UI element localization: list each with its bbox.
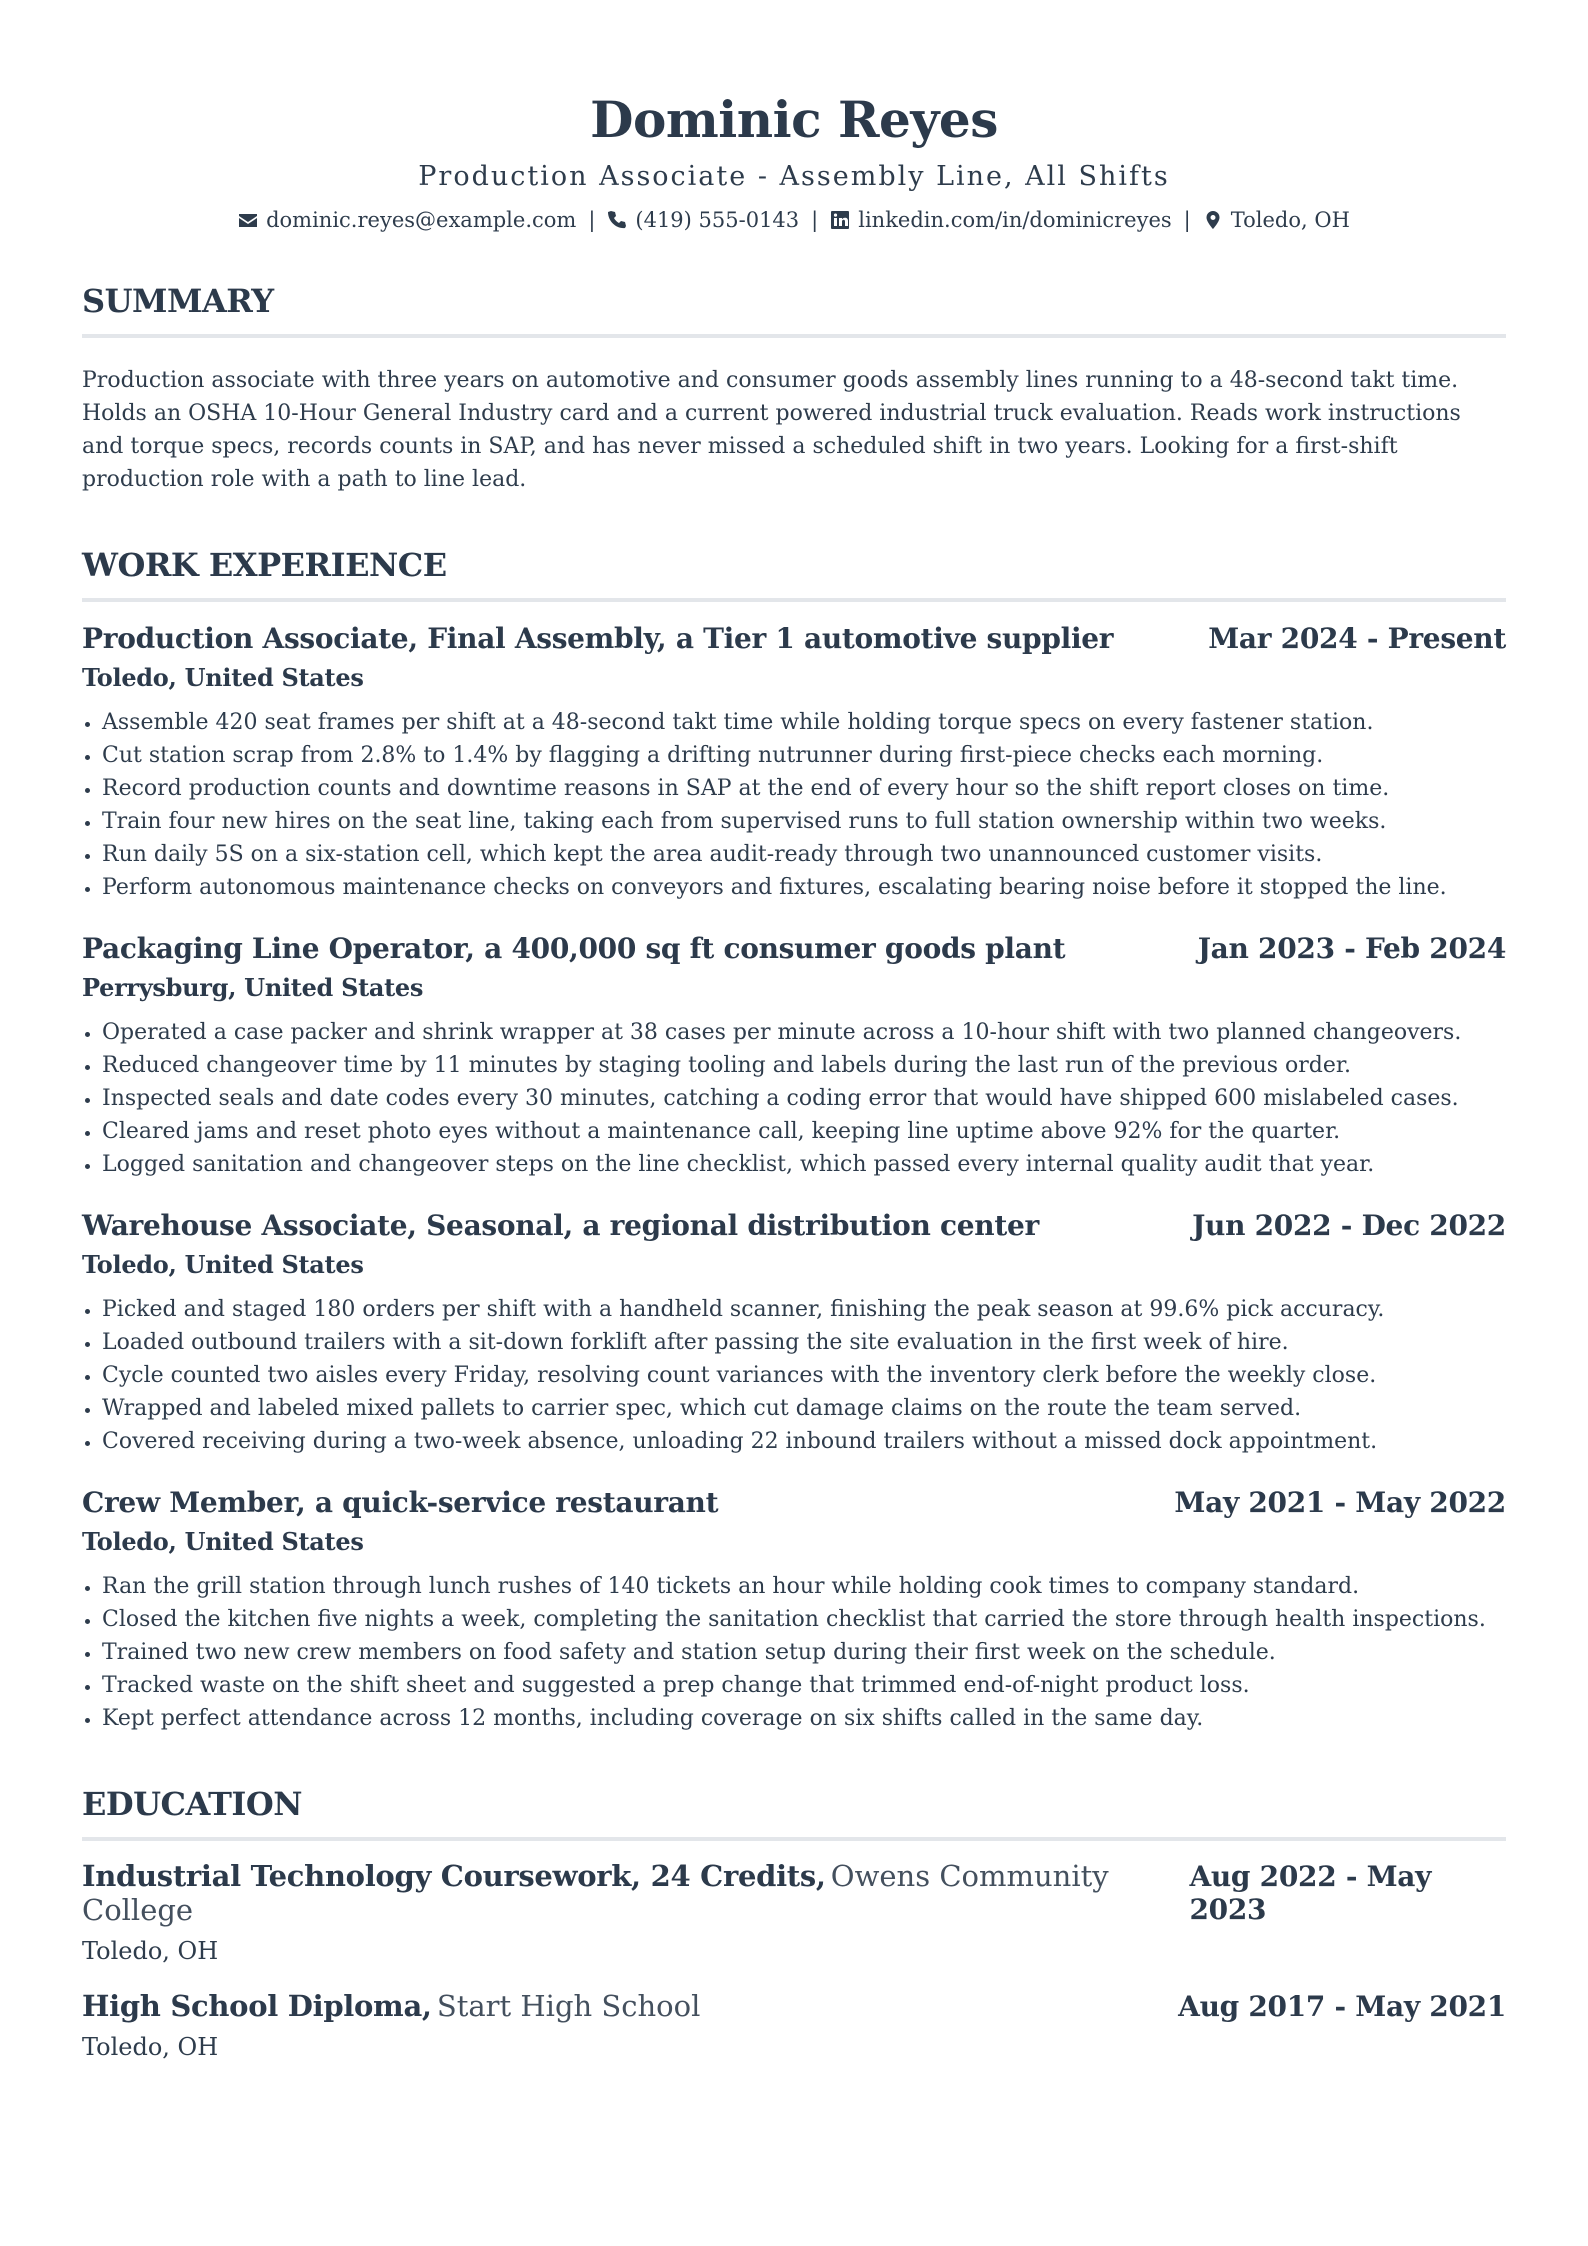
job-title: Crew Member, a quick-service restaurant <box>82 1486 719 1519</box>
job-bullet: • Picked and staged 180 orders per shift with a handheld scanner, finishing the peak season at 99.6% pick accuracy. <box>102 1293 1506 1326</box>
job-date: Jan 2023 - Feb 2024 <box>1197 932 1506 965</box>
education-list <box>82 1859 1506 2061</box>
summary-text: Production associate with three years on automotive and consumer goods assembly lines running to a 48-second takt time. Holds an OSHA 10-Hour General Industry card and a current powered industrial truck evaluation. Reads work instructions and torque specs, records counts in SAP, and has never missed a scheduled shift in two years. Looking for a first-shift production role with a path to line lead. <box>82 368 1461 492</box>
candidate-headline: Production Associate - Assembly Line, All Shifts <box>418 161 1170 192</box>
job-header <box>82 622 1506 655</box>
job-bullet: • Record production counts and downtime reasons in SAP at the end of every hour so the shift report closes on time. <box>102 772 1506 805</box>
job-bullets <box>82 706 1506 904</box>
job-list <box>82 622 1506 1735</box>
education-location: Toledo, OH <box>82 2033 219 2061</box>
job-bullet: • Perform autonomous maintenance checks on conveyors and fixtures, escalating bearing noise before it stopped the line. <box>102 871 1506 904</box>
job-bullet: • Run daily 5S on a six-station cell, which kept the area audit-ready through two unannounced customer visits. <box>102 838 1506 871</box>
education-location: Toledo, OH <box>82 1937 219 1965</box>
job-header <box>82 1209 1506 1242</box>
education-degree: High School Diploma, <box>82 1989 432 2023</box>
section-divider <box>82 334 1506 338</box>
job-bullet: • Logged sanitation and changeover steps on the line checklist, which passed every internal quality audit that year. <box>102 1148 1506 1181</box>
job-date: May 2021 - May 2022 <box>1174 1486 1506 1519</box>
section-title: WORK EXPERIENCE <box>82 546 447 584</box>
contact-separator: | <box>811 208 819 232</box>
section-title: SUMMARY <box>82 282 274 320</box>
job-bullet: • Tracked waste on the shift sheet and suggested a prep change that trimmed end-of-night product loss. <box>102 1669 1506 1702</box>
education-section <box>82 1785 1506 2061</box>
job-bullet: • Kept perfect attendance across 12 months, including coverage on six shifts called in the same day. <box>102 1702 1506 1735</box>
job-bullet: • Assemble 420 seat frames per shift at a 48-second takt time while holding torque specs on every fastener station. <box>102 706 1506 739</box>
job-bullet: • Cleared jams and reset photo eyes without a maintenance call, keeping line uptime above 92% for the quarter. <box>102 1115 1506 1148</box>
job-header <box>82 932 1506 965</box>
linkedin-icon <box>830 210 850 230</box>
education-school: Owens Community College <box>82 1859 1109 1927</box>
candidate-name: Dominic Reyes <box>590 90 998 149</box>
section-divider <box>82 598 1506 602</box>
map-pin-icon <box>1203 210 1223 230</box>
job-bullet: • Inspected seals and date codes every 30 minutes, catching a coding error that would have shipped 600 mislabeled cases. <box>102 1082 1506 1115</box>
resume-header <box>82 92 1506 232</box>
envelope-icon <box>238 210 258 230</box>
job-header <box>82 1486 1506 1519</box>
education-degree: Industrial Technology Coursework, 24 Credits, <box>82 1859 826 1893</box>
education-entry <box>82 1859 1506 1965</box>
contact-location <box>1203 208 1350 232</box>
email-text: dominic.reyes@example.com <box>266 208 577 232</box>
experience-section <box>82 546 1506 1735</box>
job-bullet: • Cycle counted two aisles every Friday, resolving count variances with the inventory clerk before the weekly close. <box>102 1359 1506 1392</box>
job-entry <box>82 622 1506 904</box>
section-divider <box>82 1837 1506 1841</box>
job-entry <box>82 1486 1506 1735</box>
job-title: Warehouse Associate, Seasonal, a regional distribution center <box>82 1209 1039 1242</box>
phone-icon <box>607 210 627 230</box>
job-bullet: • Wrapped and labeled mixed pallets to carrier spec, which cut damage claims on the route the team served. <box>102 1392 1506 1425</box>
summary-section <box>82 282 1506 496</box>
job-title: Production Associate, Final Assembly, a Tier 1 automotive supplier <box>82 622 1114 655</box>
job-bullet: • Loaded outbound trailers with a sit-down forklift after passing the site evaluation in the first week of hire. <box>102 1326 1506 1359</box>
job-date: Jun 2022 - Dec 2022 <box>1192 1209 1506 1242</box>
job-location: Toledo, United States <box>82 663 364 692</box>
contact-line <box>82 208 1506 232</box>
job-bullet: • Train four new hires on the seat line, taking each from supervised runs to full station ownership within two weeks. <box>102 805 1506 838</box>
education-entry <box>82 1989 1506 2061</box>
location-text: Toledo, OH <box>1230 208 1350 232</box>
contact-email[interactable] <box>238 208 576 232</box>
job-bullet: • Trained two new crew members on food safety and station setup during their first week on the schedule. <box>102 1636 1506 1669</box>
phone-text: (419) 555-0143 <box>635 208 800 232</box>
contact-separator: | <box>588 208 596 232</box>
job-bullet: • Closed the kitchen five nights a week, completing the sanitation checklist that carried the store through health inspections. <box>102 1603 1506 1636</box>
education-date: Aug 2017 - May 2021 <box>1178 1990 1506 2023</box>
education-degree-line <box>82 1989 700 2023</box>
job-entry <box>82 1209 1506 1458</box>
job-bullet: • Operated a case packer and shrink wrapper at 38 cases per minute across a 10-hour shift with two planned changeovers. <box>102 1016 1506 1049</box>
contact-linkedin[interactable] <box>830 208 1171 232</box>
job-bullets <box>82 1570 1506 1735</box>
section-title: EDUCATION <box>82 1785 302 1823</box>
contact-phone[interactable] <box>607 208 799 232</box>
job-date: Mar 2024 - Present <box>1208 622 1506 655</box>
job-bullets <box>82 1293 1506 1458</box>
contact-separator: | <box>1183 208 1191 232</box>
job-bullet: • Ran the grill station through lunch rushes of 140 tickets an hour while holding cook times to company standard. <box>102 1570 1506 1603</box>
linkedin-text: linkedin.com/in/dominicreyes <box>858 208 1172 232</box>
education-school: Start High School <box>436 1989 701 2023</box>
job-bullet: • Reduced changeover time by 11 minutes by staging tooling and labels during the last run of the previous order. <box>102 1049 1506 1082</box>
education-header <box>82 1989 1506 2023</box>
education-date: Aug 2022 - May 2023 <box>1189 1860 1432 1926</box>
job-bullet: • Covered receiving during a two-week absence, unloading 22 inbound trailers without a missed dock appointment. <box>102 1425 1506 1458</box>
job-location: Toledo, United States <box>82 1250 364 1279</box>
education-degree-line <box>82 1859 1189 1927</box>
job-entry <box>82 932 1506 1181</box>
education-header <box>82 1859 1506 1927</box>
job-bullets <box>82 1016 1506 1181</box>
job-title: Packaging Line Operator, a 400,000 sq ft consumer goods plant <box>82 932 1066 965</box>
job-bullet: • Cut station scrap from 2.8% to 1.4% by flagging a drifting nutrunner during first-piece checks each morning. <box>102 739 1506 772</box>
job-location: Perrysburg, United States <box>82 973 424 1002</box>
job-location: Toledo, United States <box>82 1527 364 1556</box>
